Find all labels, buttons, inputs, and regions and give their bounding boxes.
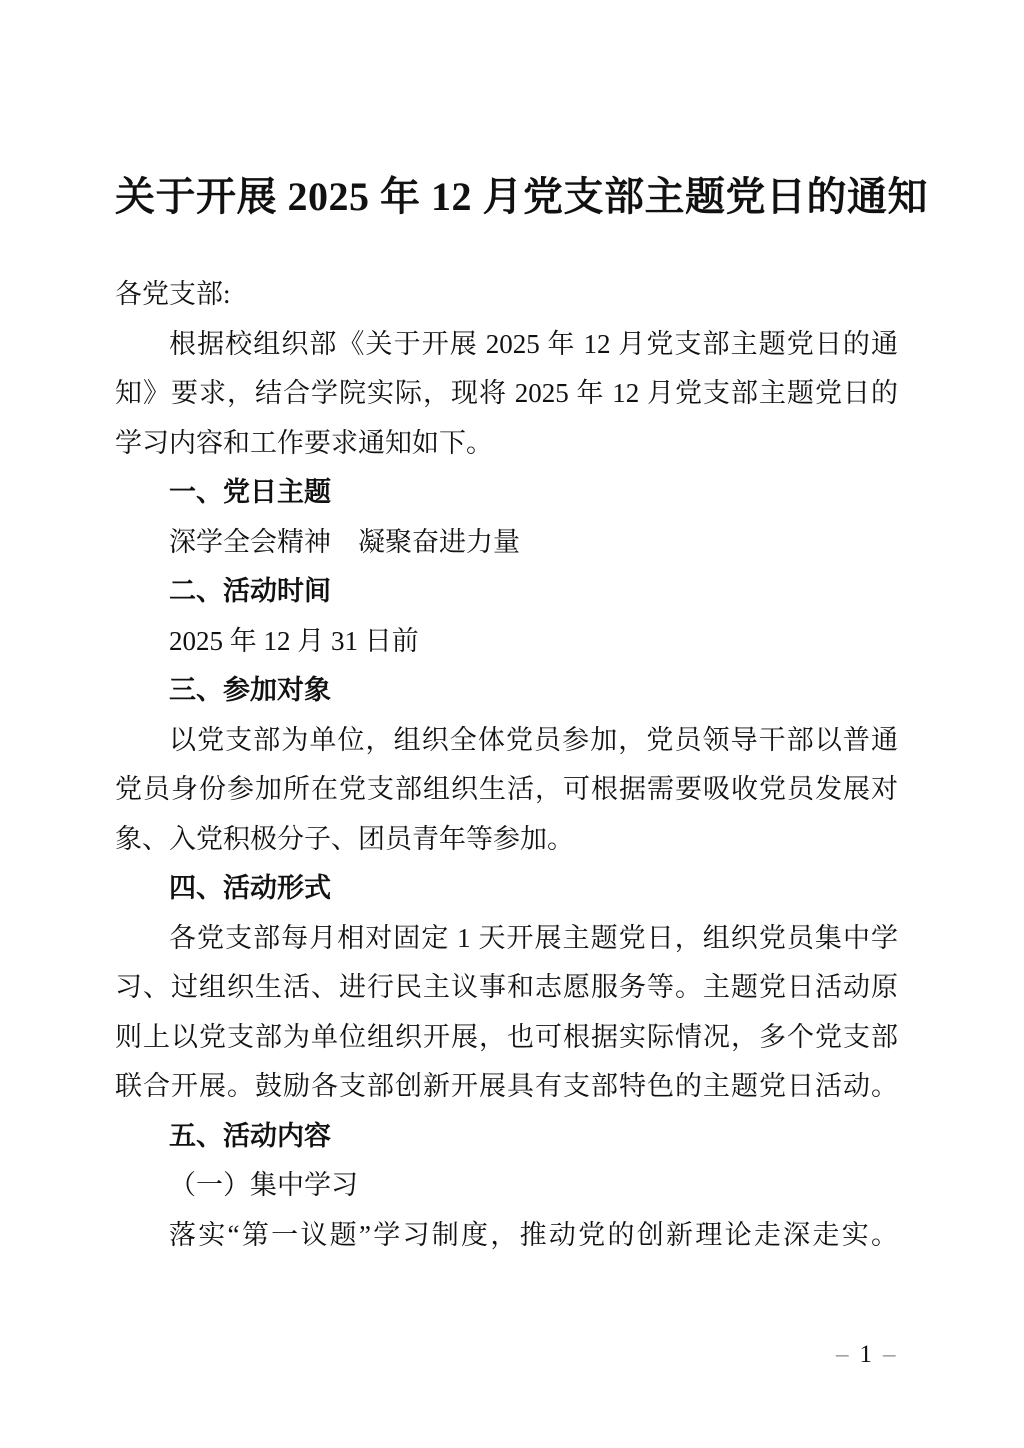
section-4-line-2: 习、过组织生活、进行民主议事和志愿服务等。主题党日活动原	[115, 972, 898, 1002]
section-2-body: 2025 年 12 月 31 日前	[169, 625, 419, 656]
section-4-line-1: 各党支部每月相对固定 1 天开展主题党日，组织党员集中学	[169, 922, 898, 953]
page-number-right-dash: –	[883, 1341, 896, 1368]
intro-line-3: 学习内容和工作要求通知如下。	[115, 427, 493, 458]
section-3-line-1: 以党支部为单位，组织全体党员参加，党员领导干部以普通	[169, 724, 898, 755]
section-1-body: 深学全会精神 凝聚奋进力量	[169, 526, 520, 557]
section-4-line-4: 联合开展。鼓励各支部创新开展具有支部特色的主题党日活动。	[115, 1071, 898, 1101]
section-5-heading: 五、活动内容	[169, 1120, 331, 1151]
section-3-heading: 三、参加对象	[169, 675, 331, 705]
document-body	[115, 270, 898, 1260]
page-number-value: 1	[859, 1341, 872, 1368]
section-3-line-3: 象、入党积极分子、团员青年等参加。	[115, 823, 574, 854]
section-3-line-2: 党员身份参加所在党支部组织生活，可根据需要吸收党员发展对	[115, 774, 898, 804]
section-4-line-3: 则上以党支部为单位组织开展，也可根据实际情况，多个党支部	[115, 1021, 898, 1052]
section-5-sub-1-line-1: 落实“第一议题”学习制度，推动党的创新理论走深走实。	[169, 1219, 898, 1250]
page-number	[836, 1340, 896, 1370]
intro-line-1: 根据校组织部《关于开展 2025 年 12 月党支部主题党日的通	[169, 328, 898, 359]
section-2-heading: 二、活动时间	[169, 576, 331, 606]
section-1-heading: 一、党日主题	[169, 477, 331, 507]
section-4-heading: 四、活动形式	[169, 873, 331, 903]
salutation: 各党支部:	[115, 279, 231, 309]
section-5-sub-1-heading: （一）集中学习	[169, 1170, 358, 1200]
document-title: 关于开展 2025 年 12 月党支部主题党日的通知	[115, 174, 928, 219]
intro-line-2: 知》要求，结合学院实际，现将 2025 年 12 月党支部主题党日的	[115, 378, 898, 408]
page-number-left-dash: –	[836, 1341, 849, 1368]
